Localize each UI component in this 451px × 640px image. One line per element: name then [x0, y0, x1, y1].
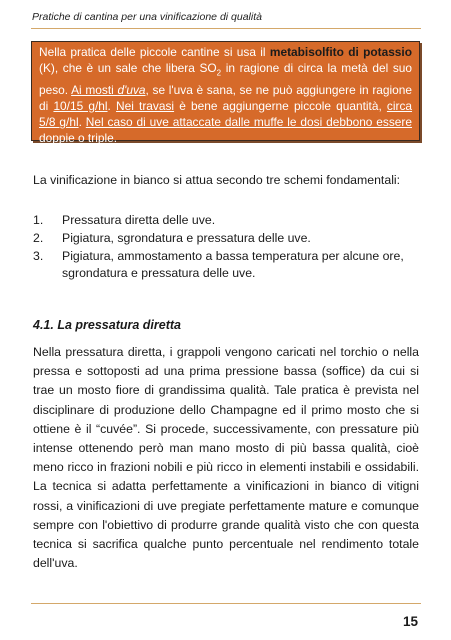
list-item — [33, 230, 419, 247]
numbered-list — [33, 212, 419, 283]
callout-underlined-dose: circa 5/8 g/hl — [39, 98, 413, 130]
list-item-text: Pressatura diretta delle uve. — [62, 213, 216, 227]
callout-text: . — [78, 115, 86, 130]
list-item — [33, 248, 419, 281]
callout-underlined-text — [71, 83, 145, 97]
callout-subscript: 2 — [216, 68, 222, 78]
callout-text: Nella pratica delle piccole cantine si usa il — [39, 45, 270, 59]
section-paragraph: Nella pressatura diretta, i grappoli vengono caricati nel torchio o nella pressa e sottoposti ad una prima pressione bassa (soffice) da cui si trae un mosto fiore di grandissima qualità. Tale pratica è prevista nel disciplinare di produzione dello Champagne ed il primo mosto che si ottiene è il “cuvée”. Si procede, successivamente, con pressature più intense ottenendo però man mano mosto di più bassa qualità, cioè meno ricco in frazioni nobili e più ricco in elementi instabili e ossidabili. La tecnica si adatta perfettamente a vinificazioni in bianco di vitigni rossi, a vinificazioni di uve pregiate perfettamente mature e comunque sempre con l'obiettivo di produrre grande qualità visto che con questa tecnica si sacrifica qualche punto percentuale nel rendimento totale dell'uva. — [33, 345, 419, 571]
callout-underlined-dose: 10/15 g/hl — [53, 98, 108, 113]
page-number: 15 — [402, 614, 418, 629]
callout-text: . — [107, 98, 117, 113]
callout-text: è bene aggiungerne piccole quantità, — [174, 98, 387, 113]
list-item-text: Pigiatura, sgrondatura e pressatura delle uve. — [62, 231, 311, 245]
callout-text: . — [113, 131, 118, 146]
callout-text: in ragione di circa la metà del suo peso. — [39, 61, 412, 97]
footer-rule — [31, 603, 421, 604]
intro-paragraph: La vinificazione in bianco si attua secondo tre schemi fondamentali: — [33, 173, 401, 187]
list-item-number: 2. — [33, 231, 44, 245]
list-item — [33, 212, 419, 229]
callout-underlined-text: Nel caso di uve attaccate dalle muffe le dosi debbono essere doppie o triple — [39, 115, 412, 146]
running-header: Pratiche di cantina per una vinificazione di qualità — [32, 11, 262, 23]
list-item-text: Pigiatura, ammostamento a bassa temperatura per alcune ore, sgrondatura e pressatura delle uve. — [62, 249, 404, 280]
callout-text: (K), che è un sale che libera SO — [39, 61, 217, 76]
callout-text: , se l'uva è sana, se ne può aggiungere in ragione di — [39, 82, 412, 113]
callout-underlined-text: Nei travasi — [116, 98, 175, 113]
callout-bold-term: metabisolfito di potassio — [269, 45, 412, 59]
header-rule — [31, 28, 421, 29]
highlight-callout-box — [31, 41, 420, 146]
list-item-number: 3. — [33, 249, 44, 263]
callout-underlined-part: Ai mosti — [71, 82, 118, 97]
section-heading: 4.1. La pressatura diretta — [33, 318, 181, 332]
list-item-number: 1. — [33, 213, 44, 227]
callout-italic-word: d'uva — [117, 82, 146, 97]
